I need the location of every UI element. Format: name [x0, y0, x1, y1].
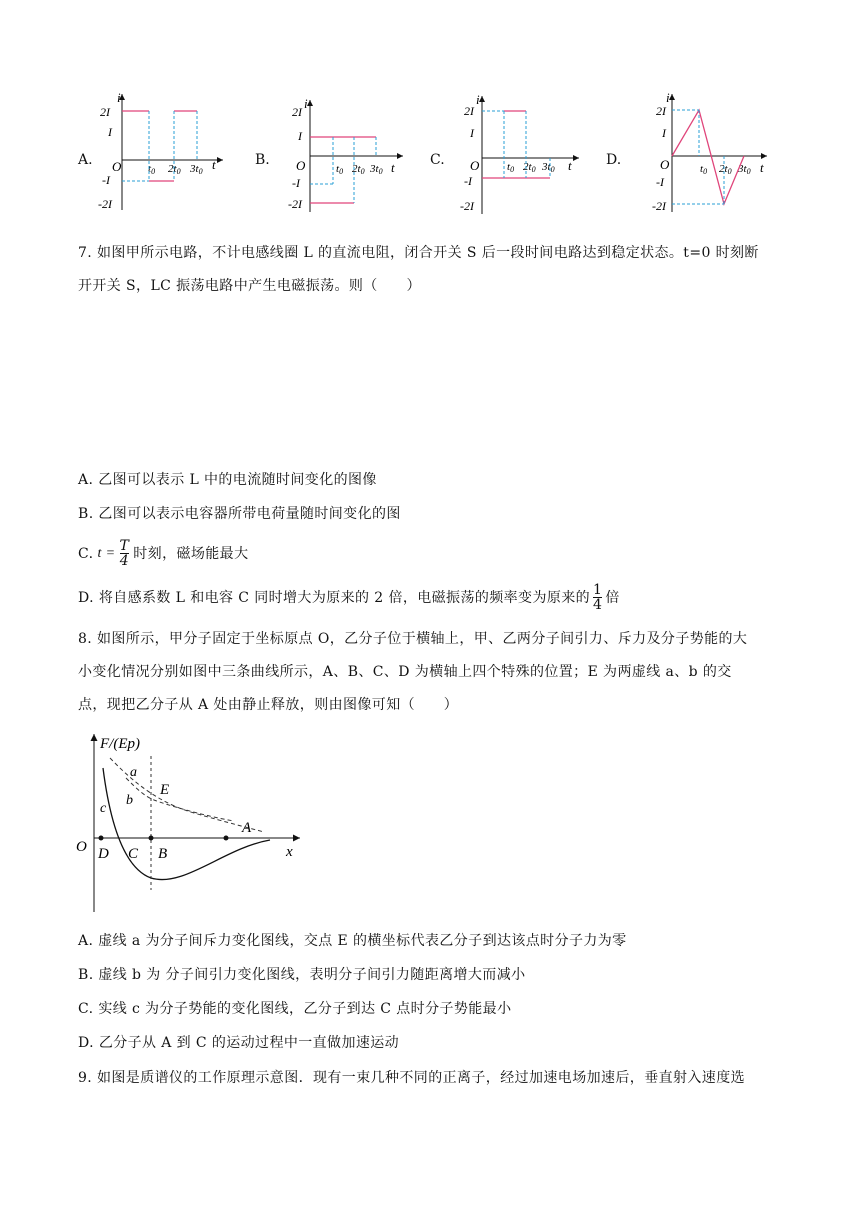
q6-option-b-label: B.	[255, 152, 270, 168]
q7-option-c-var: t =	[97, 545, 116, 561]
q7-option-c-prefix: C.	[78, 545, 94, 562]
q8-graph-label-D: D	[98, 846, 109, 862]
q9-stem-line1: 9. 如图是质谱仪的工作原理示意图．现有一束几种不同的正离子，经过加速电场加速后，垂直射入速度选	[78, 1070, 746, 1086]
svg-text:t0: t0	[700, 163, 708, 176]
svg-text:3t0: 3t0	[370, 163, 383, 176]
svg-text:2t0: 2t0	[719, 163, 732, 176]
q7-option-c	[78, 539, 248, 568]
q8-graph-label-A: A	[242, 820, 252, 836]
svg-text:O: O	[112, 159, 122, 174]
q8-option-d: D. 乙分子从 A 到 C 的运动过程中一直做加速运动	[78, 1035, 400, 1051]
svg-text:i: i	[304, 96, 308, 111]
q8-graph-origin: O	[76, 839, 87, 855]
svg-text:t: t	[760, 160, 764, 175]
q7-option-c-fraction	[120, 539, 130, 568]
q7-stem-line2: 开开关 S，LC 振荡电路中产生电磁振荡。则（ ）	[78, 278, 421, 294]
q6-option-d-label: D.	[606, 152, 622, 168]
svg-text:-2I: -2I	[288, 197, 302, 211]
svg-text:2I: 2I	[656, 104, 666, 118]
svg-text:t: t	[212, 157, 216, 172]
q6-graph-c	[454, 90, 584, 218]
q8-graph-label-c: c	[100, 801, 107, 816]
q8-option-b: B. 虚线 b 为 分子间引力变化图线，表明分子间引力随距离增大而减小	[78, 967, 526, 983]
svg-text:t0: t0	[507, 161, 515, 174]
svg-text:I: I	[662, 126, 666, 140]
q8-graph-label-B: B	[158, 846, 168, 862]
svg-text:t0: t0	[148, 163, 156, 176]
svg-text:-2I: -2I	[98, 197, 112, 211]
svg-text:I: I	[470, 126, 474, 140]
q7-option-b: B. 乙图可以表示电容器所带电荷量随时间变化的图	[78, 506, 401, 522]
svg-text:-I: -I	[464, 174, 472, 188]
svg-text:3t0: 3t0	[738, 163, 751, 176]
svg-text:O: O	[296, 158, 306, 173]
svg-text:I: I	[108, 125, 112, 139]
q8-option-c: C. 实线 c 为分子势能的变化图线，乙分子到达 C 点时分子势能最小	[78, 1001, 512, 1017]
svg-text:-I: -I	[102, 173, 110, 187]
q7-stem-line1: 7. 如图甲所示电路，不计电感线圈 L 的直流电阻，闭合开关 S 后一段时间电路达到稳定状态。t=0 时刻断	[78, 245, 759, 261]
q7-option-d-main: D. 将自感系数 L 和电容 C 同时增大为原来的 2 倍，电磁振荡的频率变为原来的	[78, 589, 591, 606]
q8-stem-line2: 小变化情况分别如图中三条曲线所示，A、B、C、D 为横轴上四个特殊的位置；E 为两虚线 a、b 的交	[78, 664, 732, 680]
q8-graph-label-E: E	[160, 782, 170, 798]
q7-option-a: A. 乙图可以表示 L 中的电流随时间变化的图像	[78, 472, 377, 488]
svg-text:2t0: 2t0	[523, 161, 536, 174]
q8-graph-xlabel: x	[286, 844, 293, 860]
q8-molecular-force-graph	[74, 728, 306, 916]
svg-text:i: i	[666, 90, 670, 105]
q6-graph-d	[632, 88, 772, 216]
svg-text:2I: 2I	[464, 104, 474, 118]
svg-text:2t0: 2t0	[168, 163, 181, 176]
svg-text:-I: -I	[656, 175, 664, 189]
q7-option-d	[78, 583, 620, 612]
q8-graph-label-a: a	[130, 765, 137, 780]
q7-option-c-numerator: T	[119, 538, 130, 554]
q8-option-a: A. 虚线 a 为分子间斥力变化图线，交点 E 的横坐标代表乙分子到达该点时分子力为零	[78, 933, 627, 949]
svg-text:-2I: -2I	[652, 199, 666, 213]
q7-option-c-suffix: 时刻，磁场能最大	[133, 545, 249, 562]
q7-option-d-fraction	[593, 583, 602, 612]
q6-option-c-label: C.	[430, 152, 445, 168]
svg-text:-2I: -2I	[460, 199, 474, 213]
q7-option-d-numerator: 1	[593, 582, 603, 598]
svg-text:2t0: 2t0	[352, 163, 365, 176]
svg-text:2I: 2I	[292, 105, 302, 119]
q8-stem-line1: 8. 如图所示，甲分子固定于坐标原点 O，乙分子位于横轴上，甲、乙两分子间引力、斥力及分子势能的大	[78, 631, 748, 647]
svg-text:t0: t0	[336, 163, 344, 176]
svg-text:3t0: 3t0	[542, 161, 555, 174]
q6-graph-b	[278, 92, 408, 218]
svg-text:t: t	[568, 158, 572, 173]
q8-graph-ylabel: F/(Ep)	[100, 736, 140, 752]
svg-text:I: I	[298, 129, 302, 143]
q7-option-d-denominator: 4	[593, 597, 603, 613]
svg-text:i: i	[476, 92, 480, 107]
svg-text:O: O	[470, 158, 480, 173]
q8-graph-label-C: C	[128, 846, 139, 862]
svg-text:3t0: 3t0	[190, 163, 203, 176]
svg-text:O: O	[660, 157, 670, 172]
svg-text:2I: 2I	[100, 105, 110, 119]
q8-curve-b	[126, 778, 234, 821]
q8-graph-label-b: b	[126, 793, 133, 808]
q7-option-c-denominator: 4	[119, 553, 130, 569]
q6-option-a-label: A.	[78, 152, 93, 168]
q6-graph-a	[98, 88, 228, 218]
svg-text:t: t	[391, 160, 395, 175]
q8-stem-line3: 点，现把乙分子从 A 处由静止释放，则由图像可知（ ）	[78, 697, 459, 713]
svg-text:i: i	[117, 90, 121, 105]
svg-text:-I: -I	[292, 176, 300, 190]
q7-option-d-suffix: 倍	[605, 589, 620, 606]
